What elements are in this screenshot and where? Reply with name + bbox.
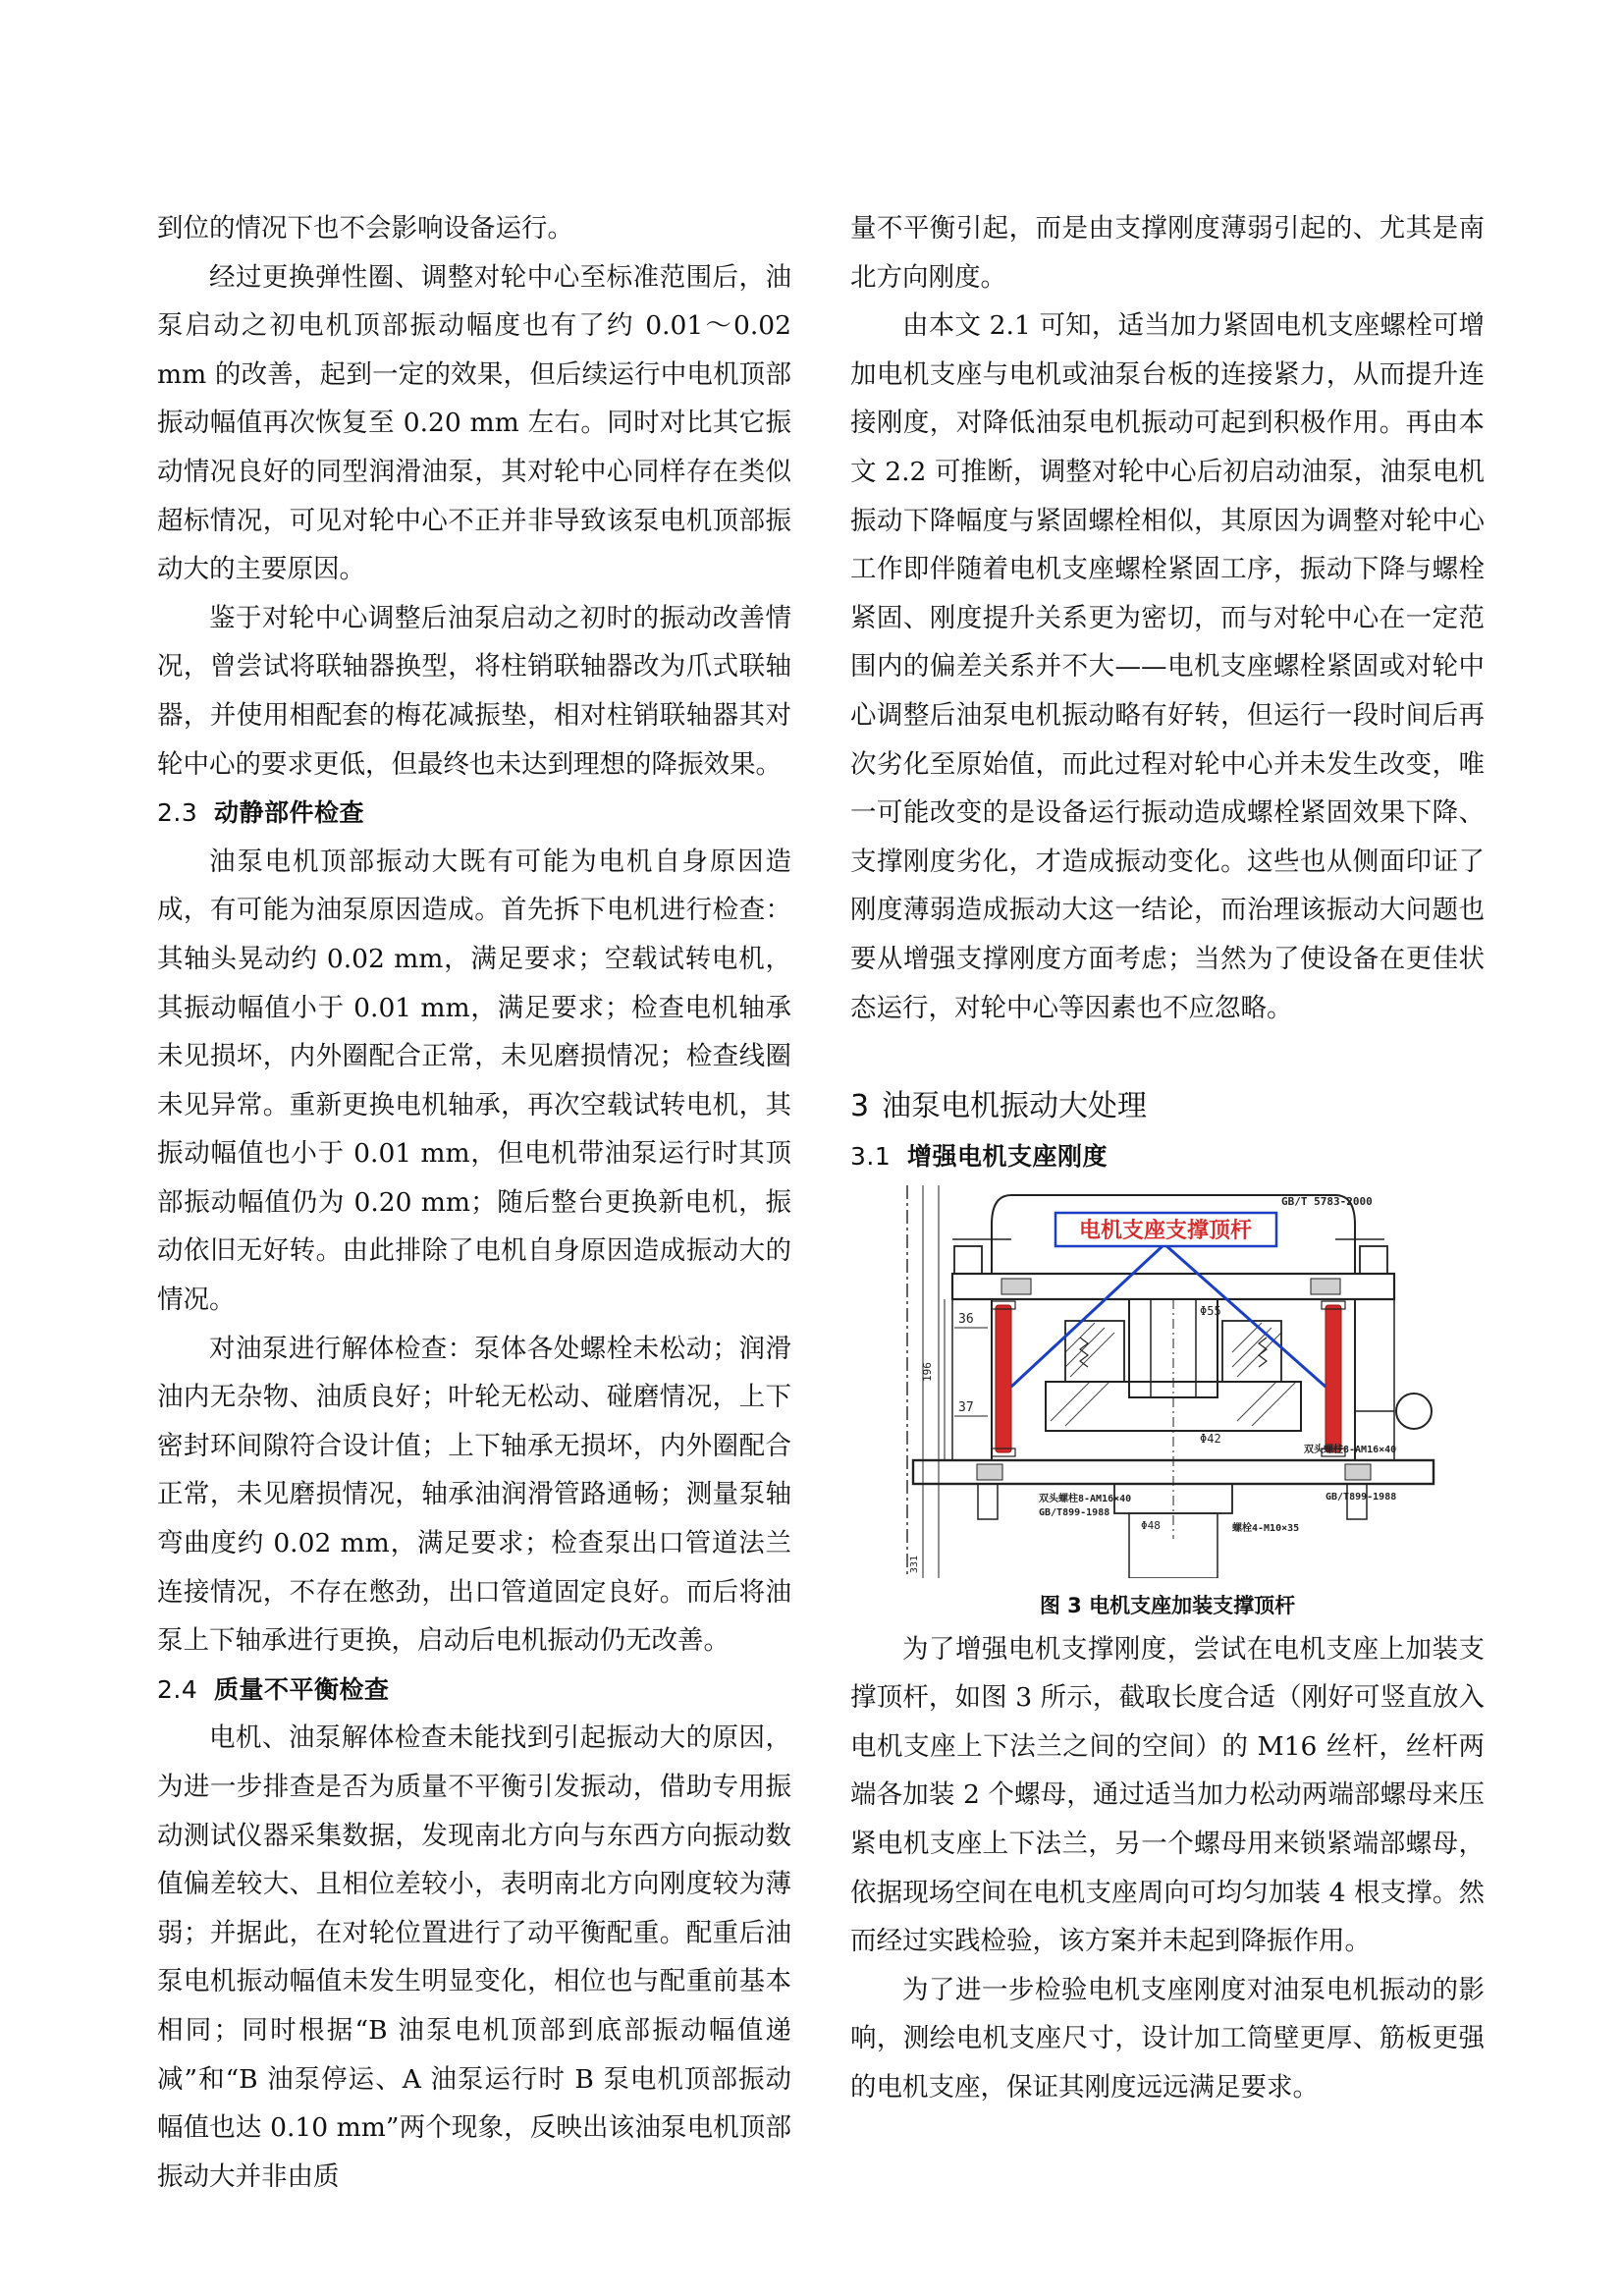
paragraph: 为了进一步检验电机支座刚度对油泵电机振动的影响，测绘电机支座尺寸，设计加工筒壁更厚、筋板更强的电机支座，保证其刚度远远满足要求。 (850, 1974, 1485, 2104)
bolt-label-small: 螺栓4-M10×35 (1232, 1522, 1300, 1534)
dimension-phi55: Φ55 (1200, 1303, 1221, 1318)
section-number: 3.1 (850, 1142, 892, 1172)
section-number: 3 (850, 1089, 870, 1124)
section-heading-2-3 (157, 789, 791, 838)
paragraph: 油泵电机顶部振动大既有可能为电机自身原因造成，有可能为油泵原因造成。首先拆下电机进行检查：其轴头晃动约 0.02 mm，满足要求；空载试转电机，其振动幅值小于 0.01 mm，满足要求；检查电机轴承未见损坏，内外圈配合正常，未见磨损情况；检查线圈未见异常。重新更换电机轴承，再次空载试转电机，其振动幅值也小于 0.01 mm，但电机带油泵运行时其顶部振动幅值仍为 0.20 mm；随后整台更换新电机，振动依旧无好转。由此排除了电机自身原因造成振动大的情况。 (157, 846, 791, 1316)
paragraph: 对油泵进行解体检查：泵体各处螺栓未松动；润滑油内无杂物、油质良好；叶轮无松动、碰磨情况，上下密封环间隙符合设计值；上下轴承无损坏，内外圈配合正常，未见磨损情况，轴承油润滑管路通畅；测量泵轴弯曲度约 0.02 mm，满足要求；检查泵出口管道法兰连接情况，不存在憋劲，出口管道固定良好。而后将油泵上下轴承进行更换，启动后电机振动仍无改善。 (157, 1333, 791, 1657)
dimension-196: 196 (921, 1361, 934, 1382)
right-column (850, 204, 1485, 2112)
motor-support-drawing (893, 1185, 1443, 1578)
section-number: 2.3 (157, 798, 198, 828)
bolt-label-left: 双头螺柱8-AM16×40 (1039, 1493, 1132, 1504)
paragraph: 为了增强电机支撑刚度，尝试在电机支座上加装支撑顶杆，如图 3 所示，截取长度合适（刚好可竖直放入电机支座上下法兰之间的空间）的 M16 丝杆，丝杆两端各加装 2 个螺母，通过适当加力松动两端部螺母来压紧电机支座上下法兰，另一个螺母用来锁紧端部螺母，依据现场空间在电机支座周向可均匀加装 4 根支撑。然而经过实践检验，该方案并未起到降振作用。 (850, 1633, 1485, 1957)
paragraph: 由本文 2.1 可知，适当加力紧固电机支座螺栓可增加电机支座与电机或油泵台板的连接紧力，从而提升连接刚度，对降低油泵电机振动可起到积极作用。再由本文 2.2 可推断，调整对轮中心后初启动油泵，油泵电机振动下降幅度与紧固螺栓相似，其原因为调整对轮中心工作即伴随着电机支座螺栓紧固工序，振动下降与螺栓紧固、刚度提升关系更为密切，而与对轮中心在一定范围内的偏差关系并不大——电机支座螺栓紧固或对轮中心调整后油泵电机振动略有好转，但运行一段时间后再次劣化至原始值，而此过程对轮中心并未发生改变，唯一可能改变的是设备运行振动造成螺栓紧固效果下降、支撑刚度劣化，才造成振动变化。这些也从侧面印证了刚度薄弱造成振动大这一结论，而治理该振动大问题也要从增强支撑刚度方面考虑；当然为了使设备在更佳状态运行，对轮中心等因素也不应忽略。 (850, 310, 1485, 1023)
standard-label: GB/T 5783-2000 (1281, 1194, 1373, 1208)
bolt-std-left: GB/T899-1988 (1039, 1506, 1110, 1518)
dimension-36: 36 (958, 1311, 974, 1327)
dimension-phi48: Φ48 (1141, 1518, 1161, 1532)
section-heading-3-1 (850, 1132, 1485, 1181)
paragraph: 经过更换弹性圈、调整对轮中心至标准范围后，油泵启动之初电机顶部振动幅度也有了约 0.01～0.02 mm 的改善，起到一定的效果，但后续运行中电机顶部振动幅值再次恢复至 0.20 mm 左右。同时对比其它振动情况良好的同型润滑油泵，其对轮中心同样存在类似超标情况，可见对轮中心不正并非导致该泵电机顶部振动大的主要原因。 (157, 261, 791, 585)
section-title: 增强电机支座刚度 (907, 1142, 1109, 1172)
dimension-phi42: Φ42 (1200, 1431, 1221, 1446)
paragraph: 电机、油泵解体检查未能找到引起振动大的原因，为进一步排查是否为质量不平衡引发振动，借助专用振动测试仪器采集数据，发现南北方向与东西方向振动数值偏差较大、且相位差较小，表明南北方向刚度较为薄弱；并据此，在对轮位置进行了动平衡配重。配重后油泵电机振动幅值未发生明显变化，相位也与配重前基本相同；同时根据“B 油泵电机顶部到底部振动幅值递减”和“B 油泵停运、A 油泵运行时 B 泵电机顶部振动幅值也达 0.10 mm”两个现象，反映出该油泵电机顶部振动大并非由质 (157, 1722, 791, 2192)
dimension-37: 37 (958, 1399, 974, 1415)
paragraph: 到位的情况下也不会影响设备运行。 (157, 213, 573, 244)
figure-3 (893, 1185, 1443, 1578)
section-title: 油泵电机振动大处理 (882, 1089, 1147, 1124)
left-column (157, 204, 791, 2201)
bolt-label-right: 双头螺柱8-AM16×40 (1304, 1444, 1397, 1455)
paragraph: 鉴于对轮中心调整后油泵启动之初时的振动改善情况，曾尝试将联轴器换型，将柱销联轴器改为爪式联轴器，并使用相配套的梅花减振垫，相对柱销联轴器其对轮中心的要求更低，但最终也未达到理想的降振效果。 (157, 602, 791, 780)
section-title: 质量不平衡检查 (214, 1674, 390, 1704)
section-heading-2-4 (157, 1666, 791, 1715)
bolt-std-right: GB/T899-1988 (1325, 1491, 1397, 1503)
section-heading-3 (850, 1087, 1485, 1126)
section-title: 动静部件检查 (214, 798, 365, 828)
section-number: 2.4 (157, 1674, 198, 1704)
figure-caption: 图 3 电机支座加装支撑顶杆 (1039, 1593, 1296, 1617)
paragraph: 量不平衡引起，而是由支撑刚度薄弱引起的、尤其是南北方向刚度。 (850, 213, 1485, 293)
callout-label: 电机支座支撑顶杆 (1078, 1218, 1253, 1243)
dimension-left-bottom: 331 (909, 1555, 920, 1573)
